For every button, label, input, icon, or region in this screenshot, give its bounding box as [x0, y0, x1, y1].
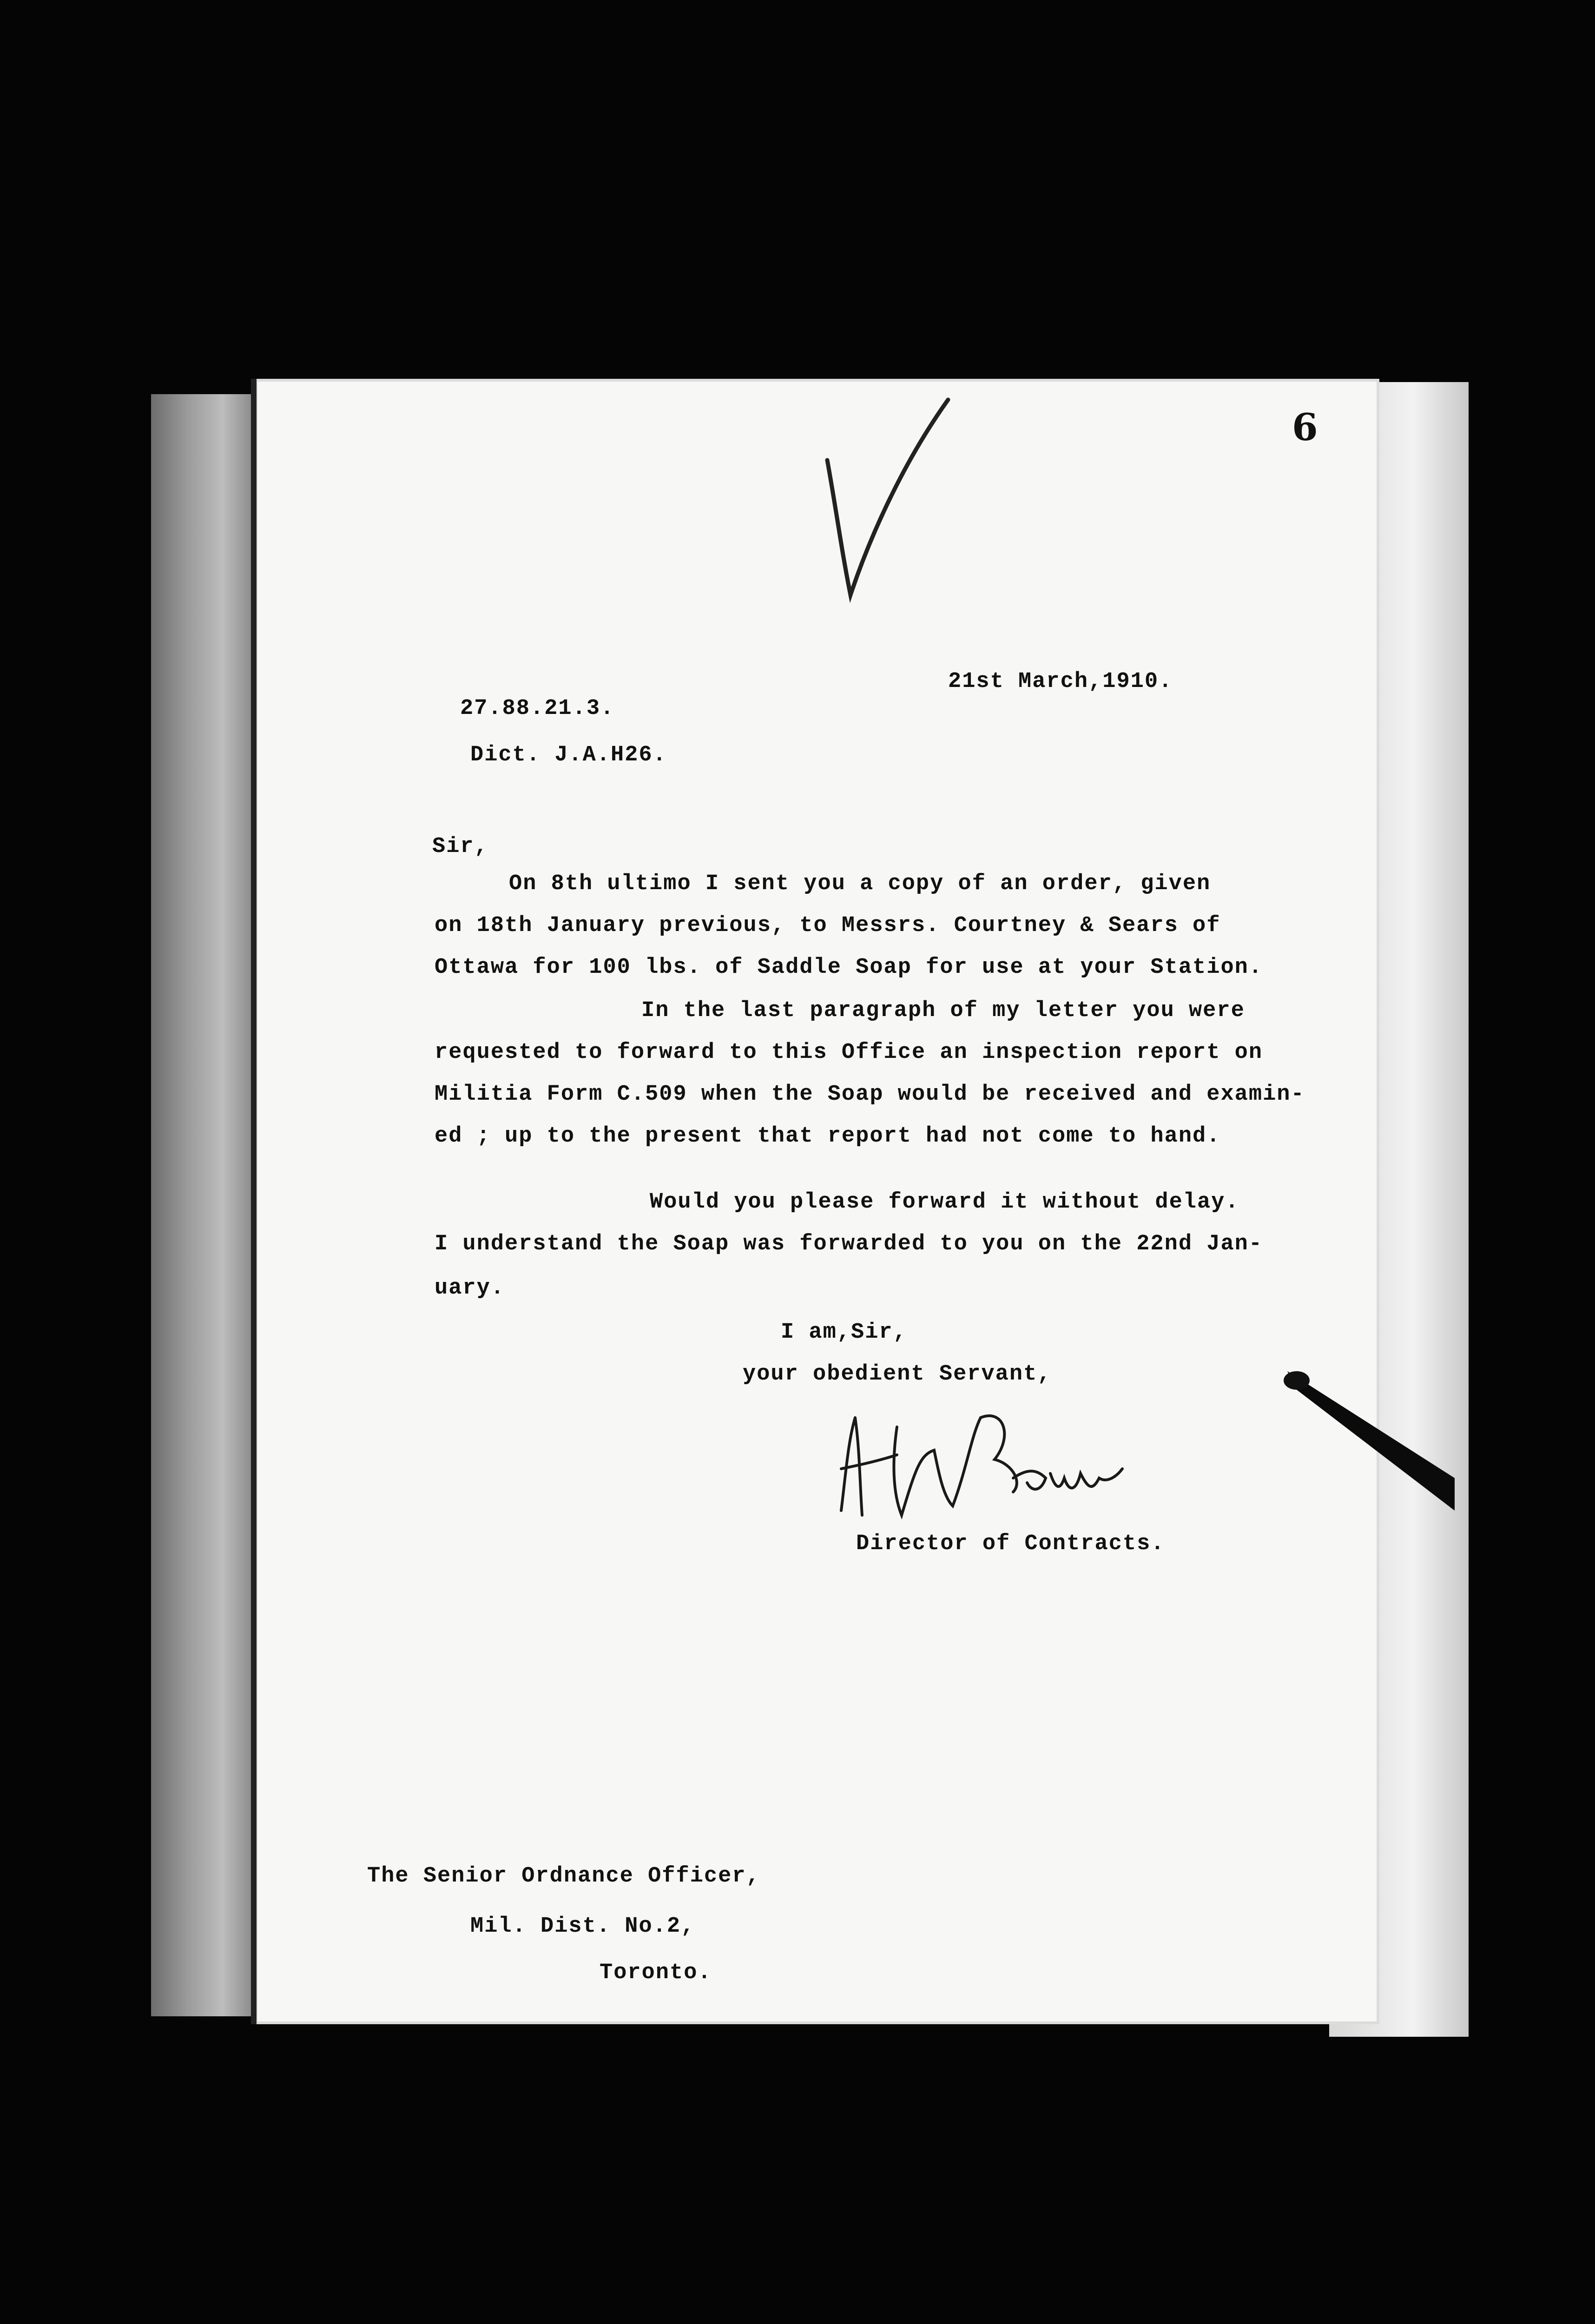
check-mark-drawing [809, 390, 957, 614]
body-line: on 18th January previous, to Messrs. Courtney & Sears of [435, 913, 1221, 938]
body-line: requested to forward to this Office an inspection report on [435, 1040, 1263, 1065]
body-line: Militia Form C.509 when the Soap would be received and examin- [435, 1082, 1305, 1107]
body-line: In the last paragraph of my letter you were [641, 998, 1245, 1023]
salutation: Sir, [432, 834, 488, 859]
body-line: Ottawa for 100 lbs. of Saddle Soap for use at your Station. [435, 955, 1263, 980]
pen-icon [1283, 1357, 1459, 1525]
dictation-reference: Dict. J.A.H26. [470, 743, 667, 767]
closing-greeting: I am,Sir, [781, 1320, 907, 1345]
page-number: 6 [1292, 405, 1319, 449]
body-line: Would you please forward it without delay. [650, 1190, 1239, 1215]
left-page-margin [151, 394, 253, 2016]
closing-servant: your obedient Servant, [743, 1362, 1052, 1386]
addressee-line: The Senior Ordnance Officer, [367, 1864, 760, 1888]
body-line: ed ; up to the present that report had not come to hand. [435, 1124, 1221, 1149]
body-line: I understand the Soap was forwarded to you on the 22nd Jan- [435, 1232, 1263, 1256]
body-line: On 8th ultimo I sent you a copy of an order, given [509, 872, 1211, 896]
signatory-title: Director of Contracts. [856, 1532, 1165, 1556]
handwritten-signature [827, 1399, 1125, 1525]
letter-date: 21st March,1910. [948, 669, 1173, 694]
reference-number: 27.88.21.3. [460, 696, 615, 721]
page-edge-shadow [251, 379, 257, 2024]
body-line: uary. [435, 1276, 505, 1301]
addressee-line: Toronto. [600, 1961, 712, 1985]
addressee-line: Mil. Dist. No.2, [470, 1914, 695, 1939]
